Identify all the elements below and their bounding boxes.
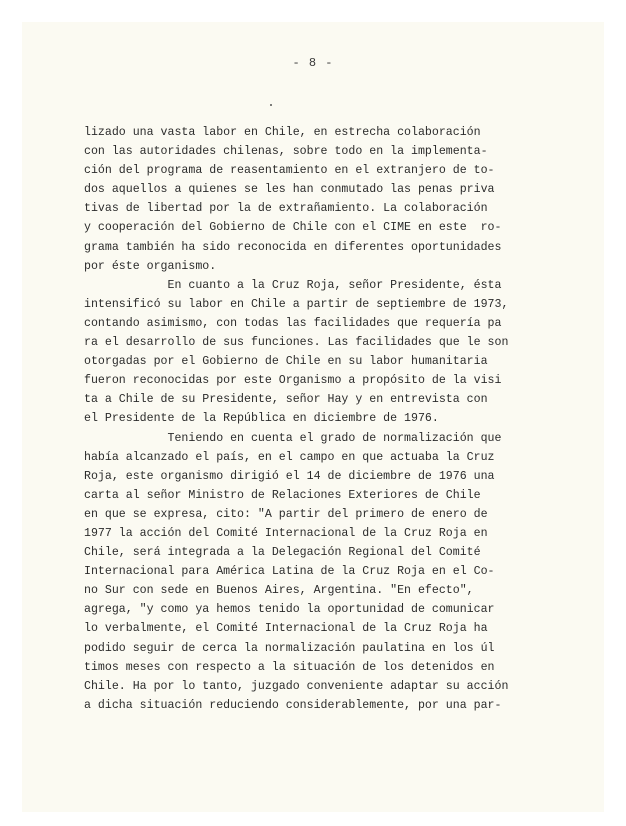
text-line: ta a Chile de su Presidente, señor Hay y en entrevista con (84, 393, 488, 407)
text-line: a dicha situación reduciendo considerablemente, por una par- (84, 698, 502, 712)
text-line: Internacional para América Latina de la Cruz Roja en el Co- (84, 565, 495, 579)
text-line: ra el desarrollo de sus funciones. Las facilidades que le son (84, 336, 509, 350)
text-line: fueron reconocidas por este Organismo a propósito de la visi (84, 374, 502, 388)
text-line: con las autoridades chilenas, sobre todo en la implementa- (84, 145, 488, 159)
text-line: lo verbalmente, el Comité Internacional de la Cruz Roja ha (84, 622, 488, 636)
text-line: y cooperación del Gobierno de Chile con el CIME en este ro- (84, 221, 502, 235)
text-line: lizado una vasta labor en Chile, en estrecha colaboración (84, 126, 481, 139)
text-line: ción del programa de reasentamiento en el extranjero de to- (84, 164, 495, 178)
document-page (22, 22, 604, 812)
text-line: podido seguir de cerca la normalización paulatina en los úl (84, 641, 495, 655)
page-number: - 8 - (292, 56, 334, 70)
text-line: por éste organismo. (84, 259, 217, 273)
text-line: carta al señor Ministro de Relaciones Exteriores de Chile (84, 488, 481, 502)
text-line: Chile. Ha por lo tanto, juzgado conveniente adaptar su acción (84, 679, 509, 693)
text-line: no Sur con sede en Buenos Aires, Argentina. "En efecto", (84, 584, 474, 598)
text-line: dos aquellos a quienes se les han conmutado las penas priva (84, 183, 495, 197)
text-line: en que se expresa, cito: "A partir del primero de enero de (84, 507, 488, 521)
text-line: Roja, este organismo dirigió el 14 de diciembre de 1976 una (84, 469, 495, 483)
text-line: otorgadas por el Gobierno de Chile en su labor humanitaria (84, 355, 488, 369)
text-line: el Presidente de la República en diciembre de 1976. (84, 412, 439, 426)
text-line: En cuanto a la Cruz Roja, señor Presidente, ésta (84, 278, 502, 292)
text-line: Chile, será integrada a la Delegación Regional del Comité (84, 546, 481, 560)
ink-speck (270, 104, 272, 106)
text-line: contando asimismo, con todas las facilidades que requería pa (84, 316, 502, 330)
text-line: Teniendo en cuenta el grado de normalización que (84, 431, 502, 445)
text-line: 1977 la acción del Comité Internacional de la Cruz Roja en (84, 526, 488, 540)
text-line: intensificó su labor en Chile a partir de septiembre de 1973, (84, 297, 509, 311)
body-text (84, 123, 554, 715)
text-line: agrega, "y como ya hemos tenido la oportunidad de comunicar (84, 603, 495, 617)
text-line: grama también ha sido reconocida en diferentes oportunidades (84, 240, 502, 254)
text-line: tivas de libertad por la de extrañamiento. La colaboración (84, 202, 488, 216)
text-line: timos meses con respecto a la situación de los detenidos en (84, 660, 495, 674)
text-line: había alcanzado el país, en el campo en que actuaba la Cruz (84, 450, 495, 464)
